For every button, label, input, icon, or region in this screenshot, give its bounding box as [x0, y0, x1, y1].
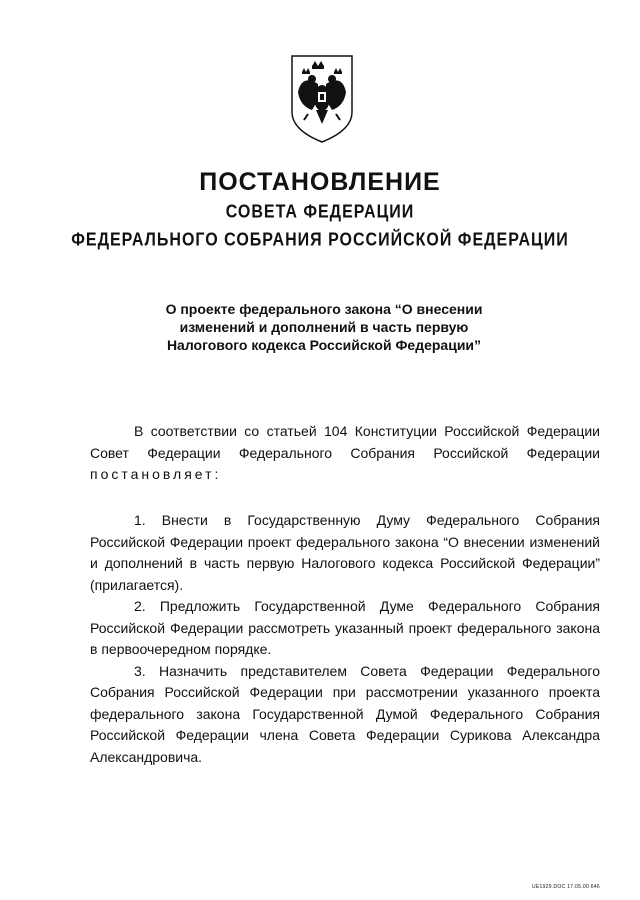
- issuer-line-2: ФЕДЕРАЛЬНОГО СОБРАНИЯ РОССИЙСКОЙ ФЕДЕРАЦИИ: [71, 230, 569, 251]
- coat-of-arms-icon: [288, 52, 356, 144]
- resolves-word: постановляет:: [90, 466, 222, 482]
- subject-line-3: Налогового кодекса Российской Федерации”: [166, 337, 482, 353]
- preamble-text: В соответствии со статьей 104 Конституции Российской Федерации Совет Федерации Федерального Собрания Российской Федерации: [90, 423, 600, 461]
- issuer-line-1: СОВЕТА ФЕДЕРАЦИИ: [225, 202, 415, 223]
- subject-line-2: изменений и дополнений в часть первую: [179, 319, 469, 335]
- preamble-paragraph: [90, 421, 600, 486]
- resolution-item-1: 1. Внести в Государственную Думу Федерального Собрания Российской Федерации проект федерального закона “О внесении изменений и дополнений в часть первую Налогового кодекса Российской Федерации” (прилагается).: [90, 512, 600, 593]
- document-subject: [140, 300, 508, 354]
- subject-line-1: О проекте федерального закона “О внесении: [165, 301, 483, 317]
- document-file-code: UE1929.DOC 17.05.00 646: [531, 884, 600, 890]
- resolution-item-2: 2. Предложить Государственной Думе Федерального Собрания Российской Федерации рассмотреть указанный проект федерального закона в первоочередном порядке.: [90, 598, 600, 657]
- resolution-item-3: 3. Назначить представителем Совета Федерации Федерального Собрания Российской Федерации при рассмотрении указанного проекта федерального закона Государственной Думой Федерального Собрания Российской Федерации члена Совета Федерации Сурикова Александра Александровича.: [90, 662, 600, 765]
- resolution-items: [90, 510, 600, 768]
- document-title: ПОСТАНОВЛЕНИЕ: [199, 168, 441, 196]
